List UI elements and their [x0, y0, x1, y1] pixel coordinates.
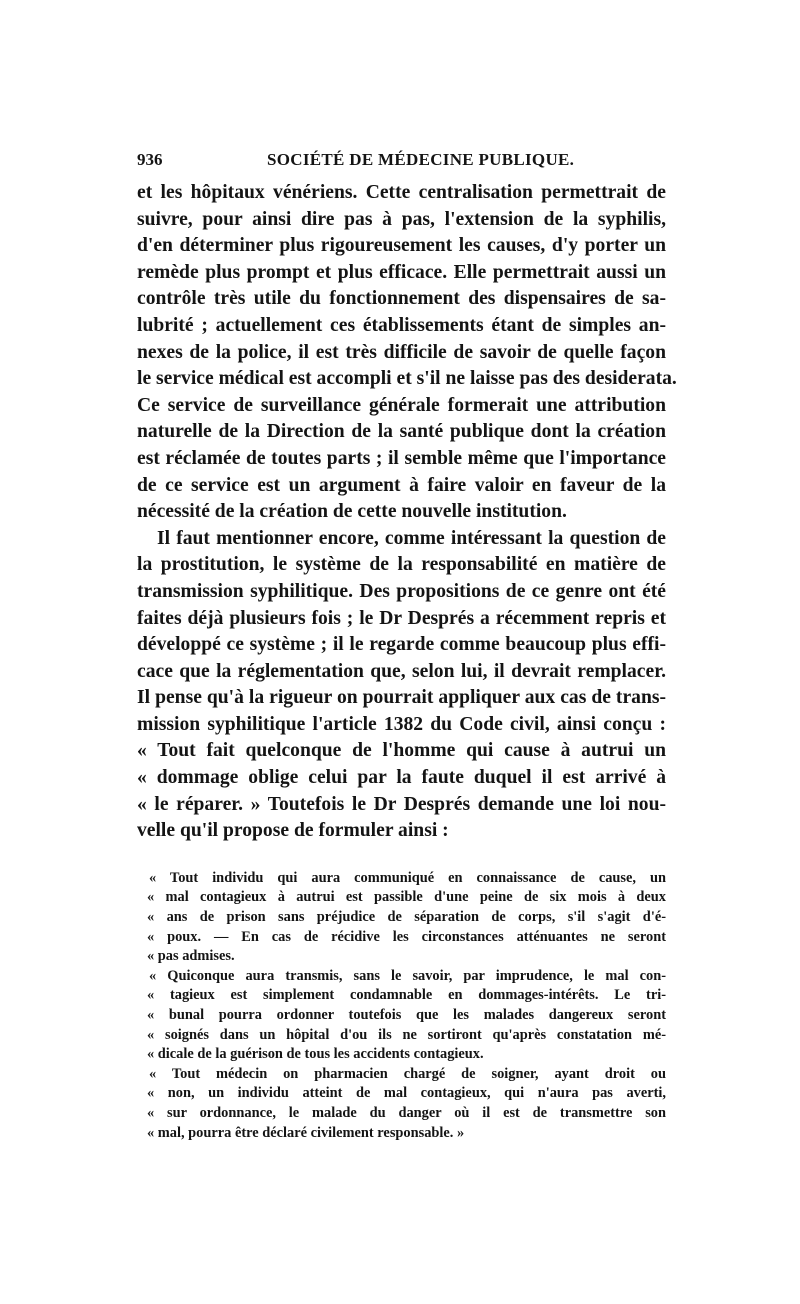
text-line: nécessité de la création de cette nouvelle institution. — [137, 501, 567, 523]
quote-line: « ans de prison sans préjudice de séparation de corps, s'il s'agit d'é- — [147, 909, 666, 926]
quote-line: « non, un individu atteint de mal contagieux, qui n'aura pas averti, — [147, 1085, 666, 1102]
text-line: cace que la réglementation que, selon lui, il devrait remplacer. — [137, 660, 666, 682]
quote-line: « sur ordonnance, le malade du danger où il est de transmettre son — [147, 1104, 666, 1121]
quote-line: « pas admises. — [147, 948, 235, 965]
quote-line: « tagieux est simplement condamnable en dommages-intérêts. Le tri- — [147, 987, 666, 1004]
text-line: contrôle très utile du fonctionnement des dispensaires de sa- — [137, 288, 666, 310]
text-line: remède plus prompt et plus efficace. Elle permettrait aussi un — [137, 261, 666, 283]
text-line: « Tout fait quelconque de l'homme qui cause à autrui un — [137, 740, 666, 762]
quote-line: « bunal pourra ordonner toutefois que les malades dangereux seront — [147, 1007, 666, 1023]
text-line: Ce service de surveillance générale formerait une attribution — [137, 394, 666, 416]
page-number: 936 — [137, 150, 163, 169]
book-page — [137, 150, 677, 1143]
running-head: SOCIÉTÉ DE MÉDECINE PUBLIQUE. — [267, 150, 575, 169]
quote-line: « dicale de la guérison de tous les accidents contagieux. — [147, 1046, 484, 1063]
quoted-law-proposal — [137, 869, 666, 1143]
page-header — [137, 150, 666, 180]
text-line: naturelle de la Direction de la santé publique dont la création — [137, 421, 666, 443]
text-line: et les hôpitaux vénériens. Cette centralisation permettrait de — [137, 182, 666, 203]
text-line: « le réparer. » Toutefois le Dr Després demande une loi nou- — [137, 793, 666, 815]
text-line: le service médical est accompli et s'il ne laisse pas des desiderata. — [137, 368, 677, 390]
quote-line: « Quiconque aura transmis, sans le savoir, par imprudence, le mal con- — [149, 967, 666, 984]
text-line: développé ce système ; il le regarde comme beaucoup plus effi- — [137, 634, 666, 656]
text-line: Il faut mentionner encore, comme intéressant la question de — [157, 527, 666, 549]
text-line: faites déjà plusieurs fois ; le Dr Després a récemment repris et — [137, 607, 666, 629]
text-line: de ce service est un argument à faire valoir en faveur de la — [137, 474, 666, 496]
text-line: « dommage oblige celui par la faute duquel il est arrivé à — [137, 767, 666, 789]
text-line: nexes de la police, il est très difficile de savoir de quelle façon — [137, 341, 666, 363]
text-line: d'en déterminer plus rigoureusement les causes, d'y porter un — [137, 235, 666, 257]
quote-line: « Tout individu qui aura communiqué en connaissance de cause, un — [149, 869, 666, 886]
quote-line: « soignés dans un hôpital d'ou ils ne sortiront qu'après constatation mé- — [147, 1026, 666, 1043]
quote-line: « mal contagieux à autrui est passible d'une peine de six mois à deux — [147, 889, 666, 906]
text-line: velle qu'il propose de formuler ainsi : — [137, 820, 449, 842]
quote-line: « mal, pourra être déclaré civilement responsable. » — [147, 1124, 465, 1141]
text-line: Il pense qu'à la rigueur on pourrait appliquer aux cas de trans- — [137, 687, 666, 709]
text-line: suivre, pour ainsi dire pas à pas, l'extension de la syphilis, — [137, 208, 666, 230]
text-line: mission syphilitique l'article 1382 du Code civil, ainsi conçu : — [137, 713, 666, 735]
text-line: la prostitution, le système de la responsabilité en matière de — [137, 554, 666, 576]
text-line: lubrité ; actuellement ces établissements étant de simples an- — [137, 314, 666, 336]
main-text — [137, 180, 677, 845]
quote-line: « poux. — En cas de récidive les circonstances atténuantes ne seront — [147, 928, 666, 945]
text-line: est réclamée de toutes parts ; il semble même que l'importance — [137, 447, 666, 469]
text-line: transmission syphilitique. Des propositions de ce genre ont été — [137, 580, 666, 602]
quote-line: « Tout médecin on pharmacien chargé de soigner, ayant droit ou — [149, 1065, 666, 1082]
